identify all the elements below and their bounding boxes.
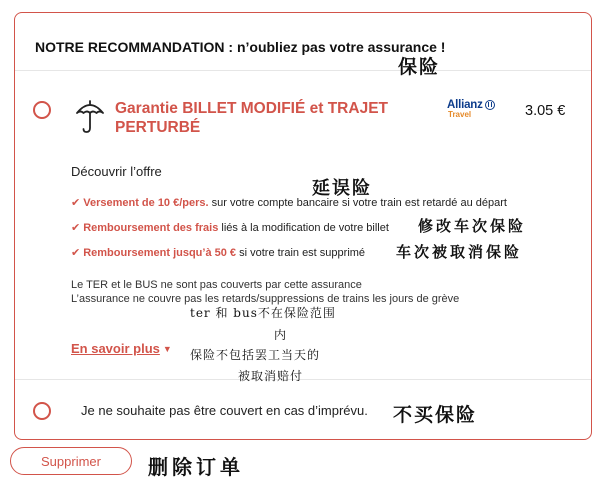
coverage-note: L’assurance ne couvre pas les retards/suppressions de trains les jours de grève [71,293,460,305]
benefit-highlight: Remboursement des frais [83,222,219,234]
allianz-emblem-icon [485,100,495,110]
annotation-ter-bus-1: ter 和 bus不在保险范围 [190,306,336,320]
decline-insurance-label[interactable]: Je ne souhaite pas être couvert en cas d’imprévu. [81,403,368,418]
benefit-item [71,246,365,259]
annotation-modify-trip: 修改车次保险 [418,217,527,235]
annotation-strike-1: 保险不包括罢工当天的 [190,348,321,362]
annotation-strike-2: 被取消赔付 [238,369,304,383]
offer-title: Garantie BILLET MODIFIÉ et TRAJET PERTURBÉ [115,100,388,136]
allianz-travel-logo [447,99,517,129]
card-title [35,39,445,55]
umbrella-icon [75,99,105,135]
card-title-tail: : n’oubliez pas votre assurance ! [224,39,446,55]
coverage-note: Le TER et le BUS ne sont pas couverts par cette assurance [71,279,362,291]
annotation-delete-order: 删除订单 [148,455,244,479]
divider-top [15,70,591,71]
benefit-text: sur votre compte bancaire si votre train est retardé au départ [208,197,507,209]
learn-more-label: En savoir plus [71,341,160,356]
annotation-insurance: 保险 [398,56,441,78]
benefit-text: liés à la modification de votre billet [218,222,389,234]
benefit-highlight: Versement de 10 €/pers. [83,197,209,209]
radio-insurance-option[interactable] [33,101,51,119]
chevron-down-icon: ▼ [162,344,172,354]
annotation-delay-insurance: 延误险 [312,178,372,199]
benefit-text: si votre train est supprimé [236,247,366,259]
offer-price: 3.05 € [525,103,566,119]
delete-button[interactable]: Supprimer [10,447,132,475]
benefit-highlight: Remboursement jusqu’à 50 € [83,247,237,259]
annotation-ter-bus-2: 内 [274,328,288,342]
allianz-brand: Allianz [447,99,483,111]
check-icon: ✔ [71,247,81,259]
annotation-no-buy: 不买保险 [393,404,478,426]
learn-more-link[interactable] [71,341,172,356]
benefit-item [71,221,389,234]
benefit-item [71,196,507,209]
radio-decline-option[interactable] [33,402,51,420]
discover-offer-heading: Découvrir l’offre [71,164,162,179]
card-title-main: NOTRE RECOMMANDATION [35,39,225,55]
check-icon: ✔ [71,197,81,209]
allianz-travel: Travel [448,110,472,119]
annotation-cancel-trip: 车次被取消保险 [396,243,523,261]
check-icon: ✔ [71,222,81,234]
